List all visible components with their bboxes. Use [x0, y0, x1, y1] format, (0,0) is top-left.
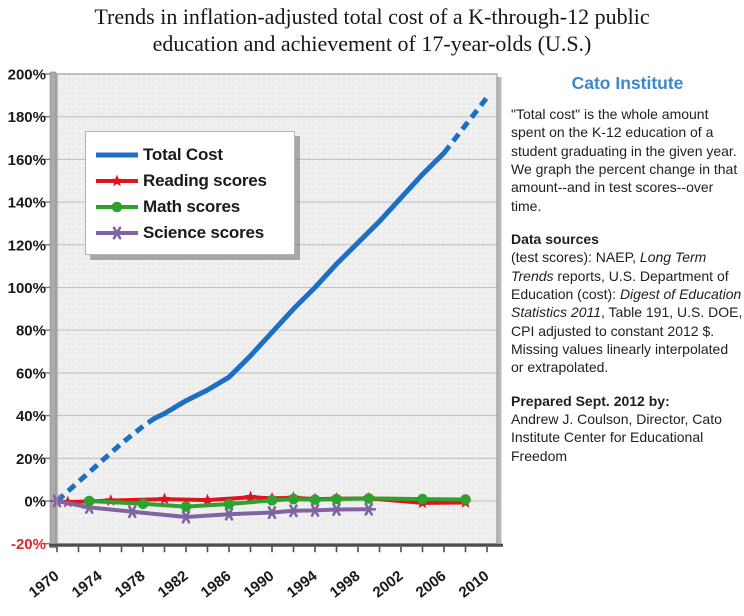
svg-text:80%: 80%: [15, 322, 46, 340]
org-name: Cato Institute: [571, 73, 684, 93]
svg-text:100%: 100%: [7, 280, 46, 297]
plot-shadow: [498, 77, 502, 547]
svg-text:0%: 0%: [24, 493, 46, 511]
svg-text:200%: 200%: [7, 66, 46, 84]
svg-text:-20%: -20%: [10, 536, 46, 554]
svg-text:1978: 1978: [111, 567, 149, 602]
svg-text:2002: 2002: [369, 567, 407, 602]
svg-text:1998: 1998: [326, 567, 364, 602]
legend-item-science-scores: [94, 220, 286, 246]
legend-label: Math scores: [143, 197, 241, 216]
rich-text-segment: Long Term Trends: [511, 249, 707, 284]
intro-paragraph: "Total cost" is the whole amount spent on the K-12 education of a student graduating in the given year. We graph the percent change in that amount--and in test scores--over time.: [511, 105, 738, 214]
legend-label: Total Cost: [143, 145, 223, 164]
rich-text-segment: (test scores): NAEP,: [511, 249, 640, 266]
legend-item-reading-scores: [94, 168, 286, 194]
svg-text:180%: 180%: [7, 109, 46, 127]
legend-item-total-cost: [94, 142, 286, 168]
rich-text-segment: , Table 191, U.S. DOE, CPI adjusted to constant 2012 $. Missing values linearly interpolated or extrapolated.: [511, 304, 743, 376]
chart-legend: [85, 131, 295, 255]
svg-text:1974: 1974: [68, 567, 106, 602]
legend-swatch-circle-icon: [94, 197, 142, 217]
prepared-by: Andrew J. Coulson, Director, Cato Institute Center for Educational Freedom: [511, 410, 722, 464]
page-title-line2: education and achievement of 17-year-olds (U.S.): [152, 30, 592, 56]
svg-text:1982: 1982: [154, 567, 192, 602]
sources-heading: Data sources: [511, 230, 599, 247]
legend-label: Reading scores: [143, 171, 267, 190]
svg-text:2010: 2010: [455, 567, 493, 602]
legend-swatch-line-icon: [94, 145, 142, 165]
svg-text:1970: 1970: [25, 567, 63, 602]
legend-swatch-star-icon: [94, 171, 142, 191]
rich-text-segment: Digest of Education Statistics 2011: [511, 285, 742, 321]
y-axis-wall: [50, 72, 56, 548]
sources-paragraph: [511, 248, 744, 376]
svg-text:1990: 1990: [240, 567, 278, 602]
svg-text:140%: 140%: [7, 194, 46, 212]
svg-text:120%: 120%: [7, 237, 46, 255]
svg-text:1986: 1986: [197, 567, 235, 602]
rich-text-segment: reports, U.S. Department of Education (cost):: [511, 267, 729, 302]
svg-text:60%: 60%: [15, 365, 46, 383]
svg-text:160%: 160%: [7, 151, 46, 169]
y-axis-labels: [8, 67, 46, 554]
prepared-heading: Prepared Sept. 2012 by:: [511, 392, 670, 409]
svg-text:1994: 1994: [283, 567, 321, 602]
side-panel: [511, 72, 744, 465]
svg-text:2006: 2006: [412, 567, 450, 602]
legend-item-math-scores: [94, 194, 286, 220]
svg-text:20%: 20%: [15, 450, 46, 468]
page-title: [0, 4, 744, 58]
x-axis-labels: [26, 567, 493, 601]
svg-text:40%: 40%: [15, 408, 46, 426]
page-title-line1: Trends in inflation-adjusted total cost of a K-through-12 public: [94, 4, 650, 29]
legend-swatch-asterisk-icon: [94, 223, 142, 243]
legend-label: Science scores: [143, 223, 265, 242]
